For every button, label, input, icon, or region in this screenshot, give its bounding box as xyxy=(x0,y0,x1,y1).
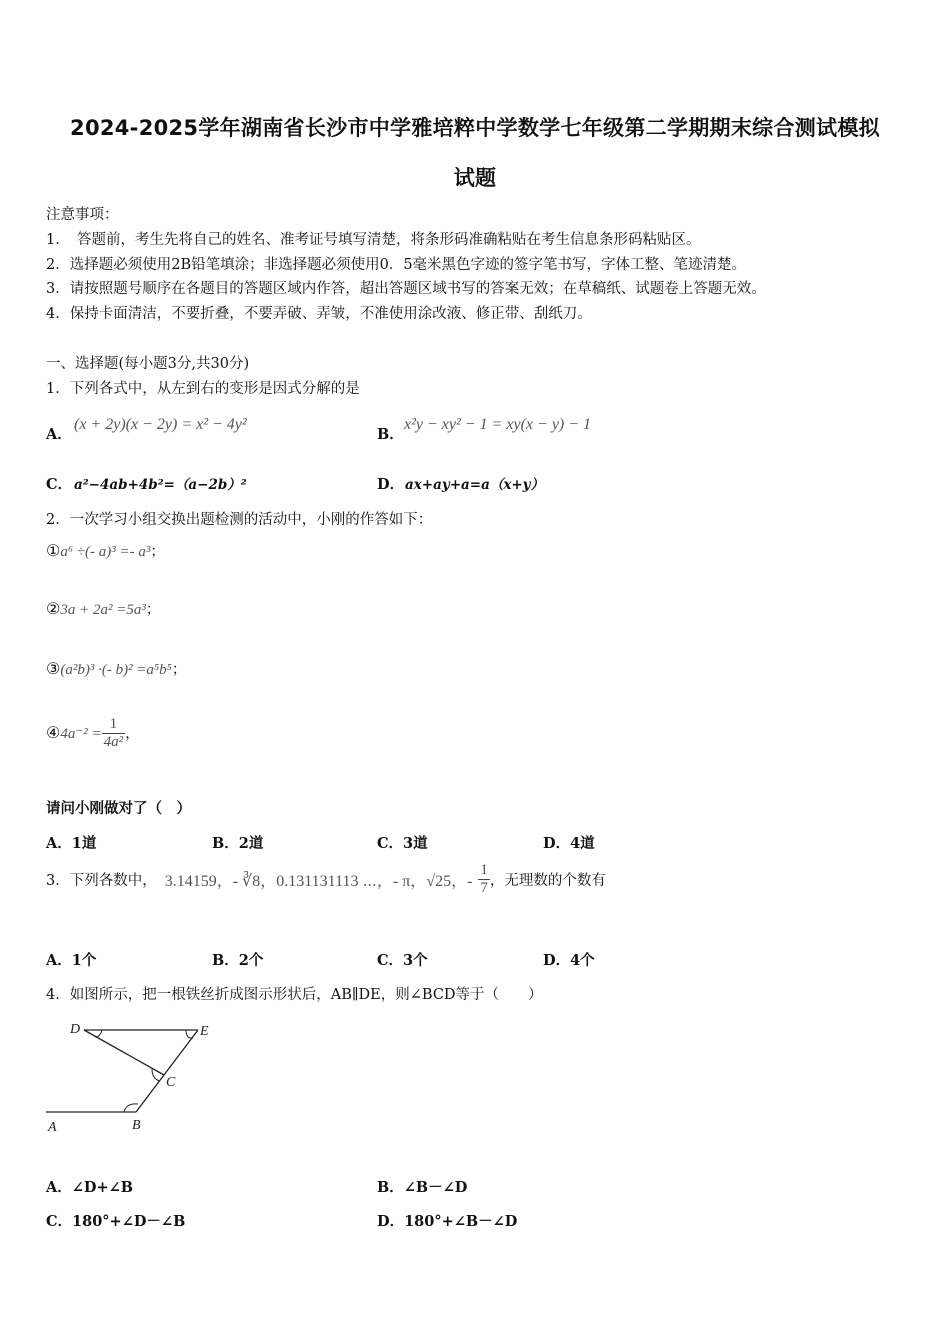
figure-label-c: C xyxy=(166,1075,176,1090)
q2-ask: 请问小刚做对了（ ） xyxy=(46,800,191,817)
q2-item-2 xyxy=(46,598,160,619)
fraction-numerator: 1 xyxy=(102,716,126,734)
q3-suffix: ，无理数的个数有 xyxy=(489,873,606,889)
q4-option-d: D．180°+∠B－∠D xyxy=(377,1213,518,1230)
q3-option-d: D．4个 xyxy=(543,952,595,969)
q1-option-b-expr: x²y − xy² − 1 = xy(x − y) − 1 xyxy=(404,416,592,433)
question-3-stem xyxy=(46,862,606,897)
q3-option-b: B．2个 xyxy=(212,952,264,969)
q1-option-b-label: B． xyxy=(377,426,404,443)
q1-option-d-label: D． xyxy=(377,476,405,493)
q2-item-4 xyxy=(46,716,140,751)
q2-option-c: C．3道 xyxy=(377,835,428,852)
notice-item: 4．保持卡面清洁，不要折叠，不要弄破、弄皱，不准使用涂改液、修正带、刮纸刀。 xyxy=(46,306,592,322)
item-number: ① xyxy=(46,541,61,560)
page-title-line2: 试题 xyxy=(453,166,497,190)
item-expression: 3a + 2a² =5a³ xyxy=(60,602,146,618)
item-tail: ； xyxy=(150,544,165,560)
question-1-stem: 1．下列各式中，从左到右的变形是因式分解的是 xyxy=(46,381,360,397)
item-fraction xyxy=(102,716,126,751)
page-title: 2024-2025学年湖南省长沙市中学雅培粹中学数学七年级第二学期期末综合测试模拟 xyxy=(70,116,880,140)
q2-option-a: A．1道 xyxy=(46,835,97,852)
item-tail: ； xyxy=(145,602,161,618)
item-tail: ， xyxy=(125,726,140,742)
notice-item: 3．请按照题号顺序在各题目的答题区域内作答，超出答题区域书写的答案无效；在草稿纸、试题卷上答题无效。 xyxy=(46,281,766,297)
q1-option-d-expr: ax+ay+a=a（x+y） xyxy=(405,477,545,493)
item-expression: 4a⁻² = xyxy=(60,726,102,742)
item-expression: a⁶ ÷(- a)³ =- a³ xyxy=(60,544,151,560)
q2-item-3 xyxy=(46,658,186,679)
notice-item: 1． 答题前，考生先将自己的姓名、准考证号填写清楚，将条形码准确粘贴在考生信息条形码粘贴区。 xyxy=(46,232,701,248)
question-4-stem: 4．如图所示，把一根铁丝折成图示形状后，AB∥DE，则∠BCD等于（ ） xyxy=(46,987,543,1003)
q3-prefix: 3．下列各数中， xyxy=(46,873,157,889)
item-number: ② xyxy=(46,599,61,618)
item-number: ③ xyxy=(46,659,61,678)
q1-option-a-label: A． xyxy=(46,426,72,443)
fraction-denominator: 7 xyxy=(480,880,488,896)
q4-option-a: A．∠D+∠B xyxy=(46,1179,134,1196)
q1-option-a-expr: (x + 2y)(x − 2y) = x² − 4y² xyxy=(74,416,247,433)
q2-option-b: B．2道 xyxy=(212,835,264,852)
q2-item-1 xyxy=(46,540,165,561)
q1-option-c-label: C． xyxy=(46,476,73,493)
q3-numbers: 3.14159，- ∛8，0.131131113 ⋯，- π，√25，- xyxy=(164,873,473,890)
section-heading: 一、选择题(每小题3分,共30分) xyxy=(46,356,250,372)
figure-label-e: E xyxy=(200,1024,209,1039)
figure-label-a: A xyxy=(48,1120,57,1135)
q4-option-b: B．∠B－∠D xyxy=(377,1179,468,1196)
q4-option-c: C．180°+∠D－∠B xyxy=(46,1213,186,1230)
figure-label-b: B xyxy=(132,1118,141,1133)
item-tail: ； xyxy=(171,662,187,678)
notice-item: 2．选择题必须使用2B铅笔填涂；非选择题必须使用0．5毫米黑色字迹的签字笔书写，字体工整、笔迹清楚。 xyxy=(46,257,747,273)
q3-option-a: A．1个 xyxy=(46,952,97,969)
figure-label-d: D xyxy=(70,1022,81,1037)
q4-figure xyxy=(40,1015,240,1140)
item-number: ④ xyxy=(46,723,61,742)
q3-fraction xyxy=(478,862,490,897)
item-expression: (a²b)³ ·(- b)² =a⁵b⁵ xyxy=(60,662,172,678)
question-2-stem: 2．一次学习小组交换出题检测的活动中，小刚的作答如下： xyxy=(46,512,433,528)
q2-option-d: D．4道 xyxy=(543,835,595,852)
fraction-numerator: 1 xyxy=(480,862,488,878)
notice-heading: 注意事项： xyxy=(46,207,119,223)
fraction-denominator: 4a² xyxy=(103,734,124,750)
q1-option-c-expr: a²−4ab+4b²=（a−2b）² xyxy=(74,477,247,493)
q3-option-c: C．3个 xyxy=(377,952,428,969)
